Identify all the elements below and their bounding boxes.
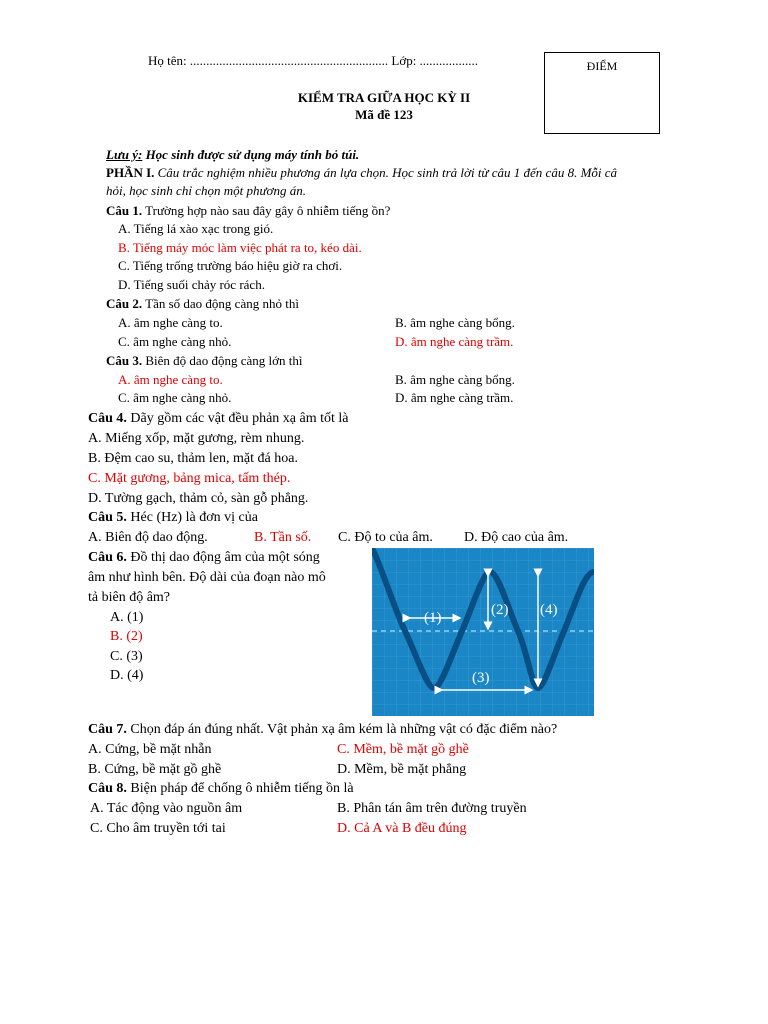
q4-option-c: C. Mặt gương, bảng mica, tấm thép. (88, 471, 291, 486)
q5-option-c: C. Độ to của âm. (338, 530, 433, 545)
q2-option-a: A. âm nghe càng to. (118, 315, 223, 330)
q6-option-d: D. (4) (110, 668, 144, 683)
note (106, 147, 359, 163)
q4-text: Dãy gồm các vật đều phản xạ âm tốt là (126, 411, 349, 426)
q7-option-d: D. Mềm, bề mặt phẳng (337, 762, 467, 777)
q2-option-b: B. âm nghe càng bổng. (395, 315, 515, 330)
q4-option-d: D. Tường gạch, thảm cỏ, sàn gỗ phẳng. (88, 491, 309, 506)
q7-stem (88, 722, 557, 738)
q1-stem (106, 203, 390, 219)
q4-stem (88, 411, 349, 427)
q8-stem (88, 781, 354, 797)
q3-option-d: D. âm nghe càng trầm. (395, 390, 514, 405)
q8-label: Câu 8. (88, 781, 127, 796)
name-class-line: Họ tên: ............................................................. Lớp: .................. (148, 53, 479, 68)
note-label: Lưu ý: (106, 147, 143, 162)
q6-stem (88, 550, 320, 566)
q1-option-c: C. Tiếng trống trường báo hiệu giờ ra chơi. (118, 258, 343, 273)
q6-label: Câu 6. (88, 550, 127, 565)
label-3: (3) (472, 670, 490, 686)
q7-text: Chọn đáp án đúng nhất. Vật phản xạ âm kém là những vật có đặc điểm nào? (126, 722, 558, 737)
q3-label: Câu 3. (106, 353, 143, 368)
q2-text: Tần số dao động càng nhỏ thì (142, 296, 299, 311)
q1-label: Câu 1. (106, 203, 143, 218)
q8-text: Biện pháp để chống ô nhiễm tiếng ồn là (126, 781, 354, 796)
q6-option-c: C. (3) (110, 649, 143, 664)
q5-option-b: B. Tần số. (254, 530, 312, 545)
q1-option-a: A. Tiếng lá xào xạc trong gió. (118, 221, 274, 236)
q7-option-a: A. Cứng, bề mặt nhẵn (88, 742, 212, 757)
q8-option-a: A. Tác động vào nguồn âm (90, 801, 243, 816)
label-2: (2) (491, 602, 509, 618)
part1-intro-line2: hỏi, học sinh chỉ chọn một phương án. (106, 183, 306, 198)
label-4: (4) (540, 602, 558, 618)
exam-code: Mã đề 123 (355, 107, 413, 122)
q1-text: Trường hợp nào sau đây gây ô nhiễm tiếng ồn? (142, 203, 391, 218)
label-1: (1) (424, 610, 442, 626)
q1-option-d: D. Tiếng suối chảy róc rách. (118, 277, 265, 292)
sound-wave-figure (372, 548, 594, 716)
q3-text: Biên độ dao động càng lớn thì (142, 353, 303, 368)
q7-option-c: C. Mềm, bề mặt gồ ghề (337, 742, 469, 757)
q2-option-d: D. âm nghe càng trầm. (395, 334, 514, 349)
q6-option-a: A. (1) (110, 610, 144, 625)
q5-label: Câu 5. (88, 510, 127, 525)
note-text: Học sinh được sử dụng máy tính bỏ túi. (142, 147, 360, 162)
q5-stem (88, 510, 258, 526)
q8-option-d: D. Cả A và B đều đúng (337, 821, 467, 836)
q7-option-b: B. Cứng, bề mặt gồ ghề (88, 762, 222, 777)
q2-stem (106, 296, 299, 312)
q6-stem-line2: âm như hình bên. Độ dài của đoạn nào mô (88, 570, 326, 585)
part1-text: Câu trắc nghiệm nhiều phương án lựa chọn. Học sinh trả lời từ câu 1 đến câu 8. Mỗi câ (154, 165, 618, 180)
q5-option-d: D. Độ cao của âm. (464, 530, 569, 545)
part1-intro (106, 165, 617, 181)
q8-option-b: B. Phân tán âm trên đường truyền (337, 801, 527, 816)
q6-stem-line3: tả biên độ âm? (88, 590, 171, 605)
q6-option-b: B. (2) (110, 629, 143, 644)
score-label: ĐIỂM (586, 59, 618, 73)
q5-text: Héc (Hz) là đơn vị của (126, 510, 258, 525)
q3-option-a: A. âm nghe càng to. (118, 372, 223, 387)
part1-label: PHẦN I. (106, 165, 155, 180)
q2-label: Câu 2. (106, 296, 143, 311)
q6-text: Đồ thị dao động âm của một sóng (126, 550, 320, 565)
q4-option-a: A. Miếng xốp, mặt gương, rèm nhung. (88, 431, 305, 446)
q5-option-a: A. Biên độ dao động. (88, 530, 208, 545)
q7-label: Câu 7. (88, 722, 127, 737)
q3-stem (106, 353, 302, 369)
q2-option-c: C. âm nghe càng nhỏ. (118, 334, 232, 349)
exam-title: KIỂM TRA GIỮA HỌC KỲ II (297, 90, 471, 105)
q3-option-b: B. âm nghe càng bổng. (395, 372, 515, 387)
q3-option-c: C. âm nghe càng nhỏ. (118, 390, 232, 405)
q1-option-b: B. Tiếng máy móc làm việc phát ra to, kéo dài. (118, 240, 362, 255)
q4-label: Câu 4. (88, 411, 127, 426)
sound-wave-graph (372, 548, 594, 716)
q8-option-c: C. Cho âm truyền tới tai (90, 821, 226, 836)
q4-option-b: B. Đệm cao su, thảm len, mặt đá hoa. (88, 451, 298, 466)
